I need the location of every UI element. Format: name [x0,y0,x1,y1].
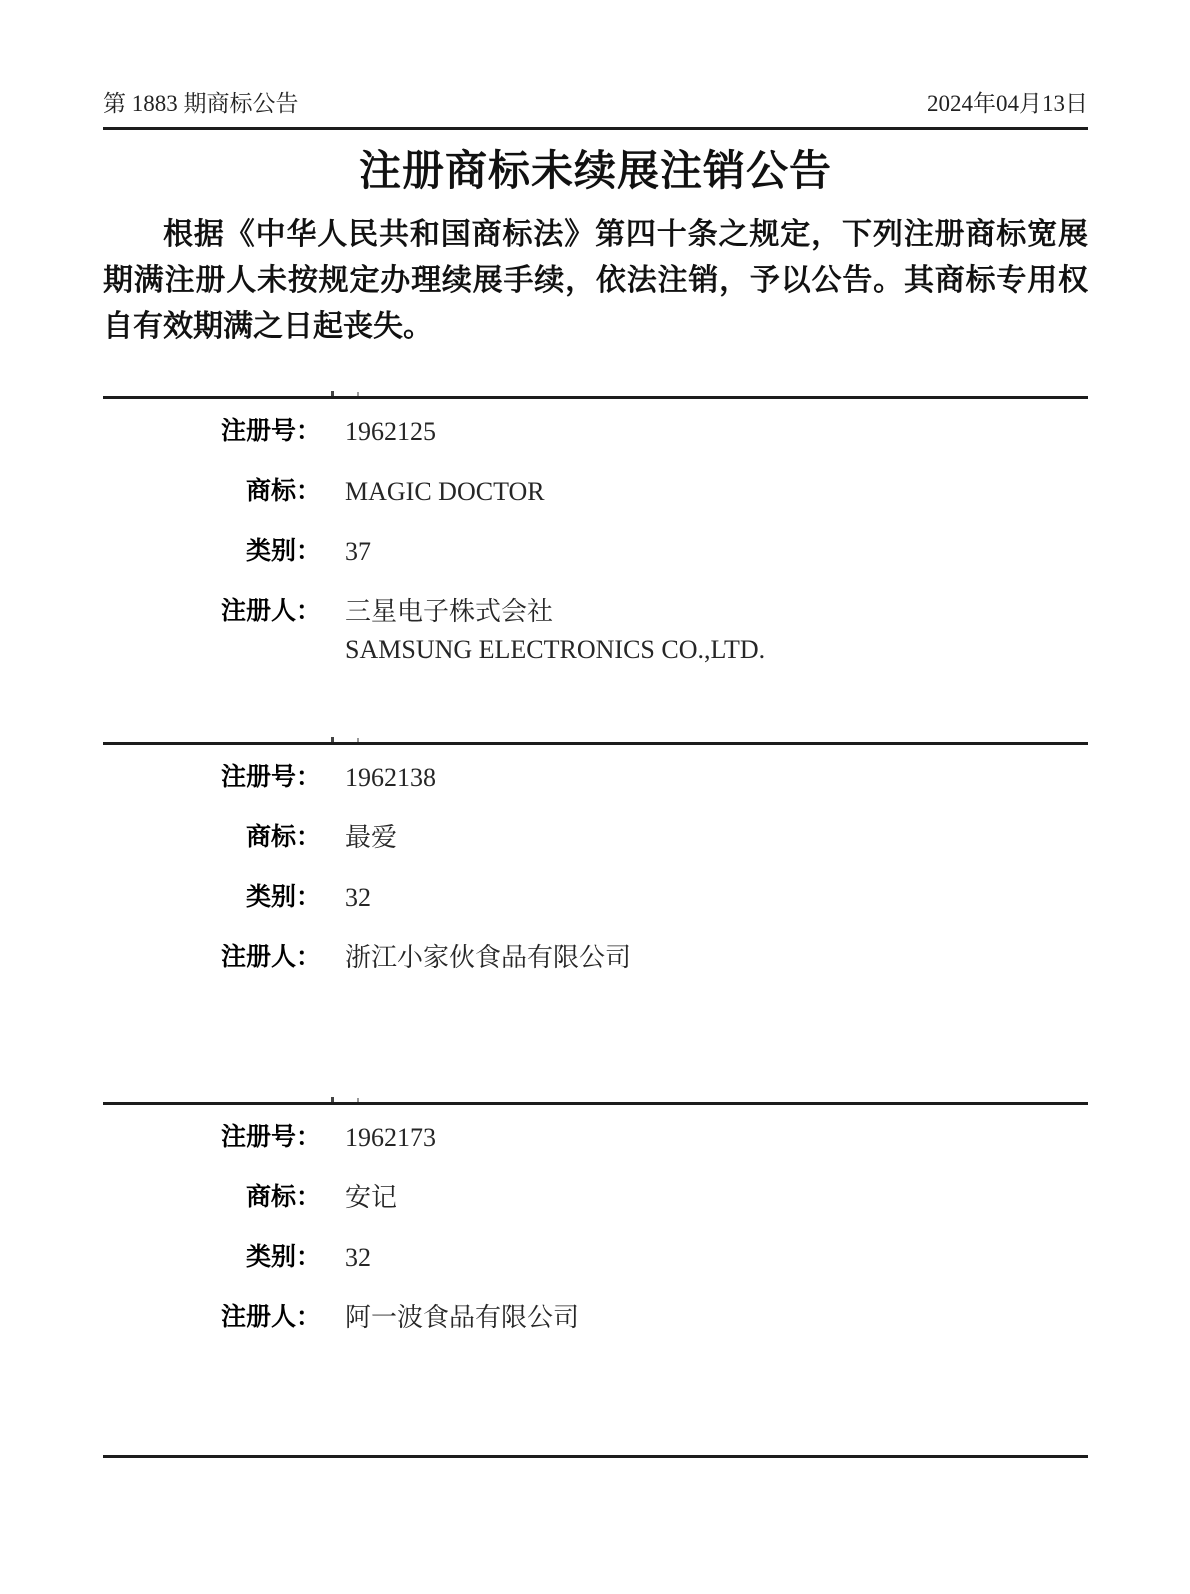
reg-no-label: 注册号： [220,418,321,445]
gazette-issue-label: 第 1883 期商标公告 [103,91,299,116]
divider-tick [357,1098,359,1102]
reg-no-value: 1962138 [345,763,436,792]
trademark-entry [103,745,1088,1102]
registrant-label: 注册人： [220,1304,321,1331]
entry-row-reg-no [103,1119,1088,1157]
trademark-label: 商标： [245,824,321,851]
entry-row-reg-no [103,413,1088,451]
entry-row-registrant [103,593,1088,669]
entry-row-class [103,533,1088,571]
entry-row-trademark [103,819,1088,857]
entry-row-class [103,1239,1088,1277]
section-divider [103,742,1088,745]
class-value: 32 [345,1243,371,1272]
class-value: 37 [345,537,371,566]
reg-no-label: 注册号： [220,1124,321,1151]
bottom-rule [103,1455,1088,1458]
entry-row-reg-no [103,759,1088,797]
registrant-label: 注册人： [220,598,321,625]
class-label: 类别： [245,884,321,911]
registrant-value [321,593,765,669]
reg-no-value: 1962173 [345,1123,436,1152]
trademark-label: 商标： [245,478,321,505]
trademark-label: 商标： [245,1184,321,1211]
registrant-name-en: SAMSUNG ELECTRONICS CO.,LTD. [345,635,766,664]
class-value: 32 [345,883,371,912]
divider-tick [331,1097,334,1102]
trademark-entry [103,399,1088,742]
header-rule [103,127,1088,130]
divider-tick [357,392,359,396]
entry-row-registrant [103,1299,1088,1337]
reg-no-value: 1962125 [345,417,436,446]
page-title: 注册商标未续展注销公告 [358,149,832,195]
registrant-value: 阿一波食品有限公司 [345,1303,580,1332]
entry-row-class [103,879,1088,917]
divider-tick [331,391,334,396]
intro-paragraph: 根据《中华人民共和国商标法》第四十条之规定，下列注册商标宽展期满注册人未按规定办理续展手续，依法注销，予以公告。其商标专用权自有效期满之日起丧失。 [103,218,1088,343]
reg-no-label: 注册号： [220,764,321,791]
trademark-entry [103,1105,1088,1455]
trademark-value: 最爱 [345,823,398,852]
divider-tick [331,737,334,742]
entry-row-registrant [103,939,1088,977]
trademark-value: MAGIC DOCTOR [345,477,545,506]
section-divider [103,396,1088,399]
registrant-value: 浙江小家伙食品有限公司 [345,943,632,972]
entry-row-trademark [103,473,1088,511]
registrant-label: 注册人： [220,944,321,971]
trademark-value: 安记 [345,1183,398,1212]
class-label: 类别： [245,1244,321,1271]
registrant-name-cn: 三星电子株式会社 [345,597,554,626]
section-divider [103,1102,1088,1105]
gazette-date: 2024年04月13日 [927,91,1088,116]
entry-row-trademark [103,1179,1088,1217]
divider-tick [357,738,359,742]
class-label: 类别： [245,538,321,565]
gazette-header [103,90,1088,118]
